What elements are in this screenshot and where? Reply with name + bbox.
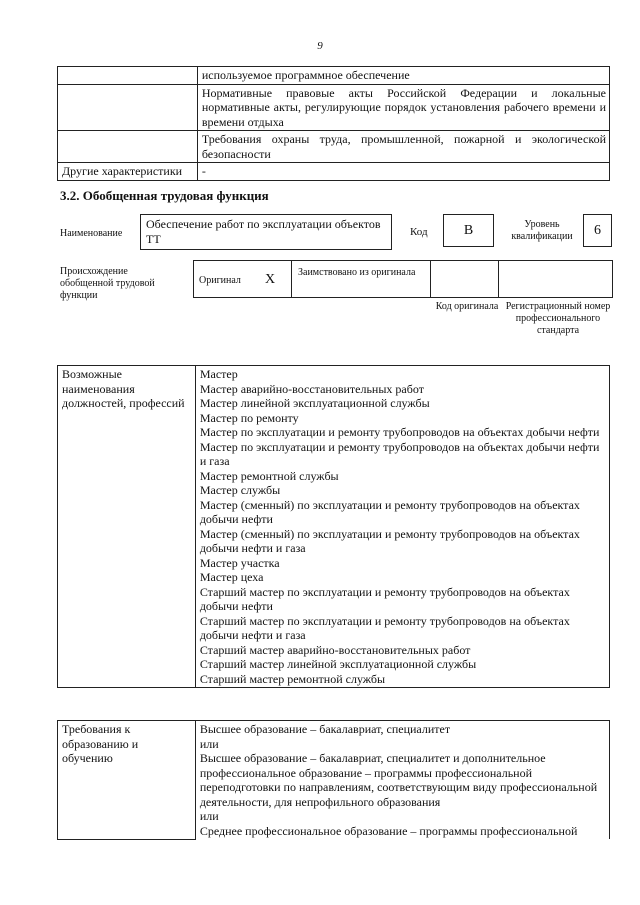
original-mark: X xyxy=(265,272,276,287)
divider xyxy=(498,261,499,297)
table-row xyxy=(58,84,610,131)
list-item: Мастер (сменный) по эксплуатации и ремонту трубопроводов на объектах добычи нефти xyxy=(199,497,580,526)
table-cell-label xyxy=(58,84,198,131)
code-caption: Код оригинала xyxy=(435,301,499,312)
table-cell-value: - xyxy=(197,163,609,181)
table-row xyxy=(58,67,610,85)
list-item: Высшее образование – бакалавриат, специалитет и дополнительное профессиональное образование – программы профессиональной переподготовки по направлениям, соответствующим виду профессиональной деятельности, для непрофильного образования xyxy=(199,751,598,809)
positions-list xyxy=(195,366,609,688)
list-item: или xyxy=(199,736,219,751)
education-table xyxy=(57,720,610,840)
list-item: Старший мастер линейной эксплуатационной службы xyxy=(199,657,477,671)
name-value-box xyxy=(140,214,392,250)
positions-label: Возможные наименования должностей, профессий xyxy=(58,366,196,688)
table-cell-label xyxy=(58,67,198,85)
level-value: 6 xyxy=(594,223,601,238)
list-item: Мастер по ремонту xyxy=(199,410,299,425)
code-label: Код xyxy=(410,226,428,238)
table-row xyxy=(58,131,610,163)
section-heading: 3.2. Обобщенная трудовая функция xyxy=(60,188,269,203)
list-item: или xyxy=(199,809,219,823)
divider xyxy=(291,261,292,297)
divider xyxy=(430,261,431,297)
original-label: Оригинал xyxy=(199,275,241,286)
name-value: Обеспечение работ по эксплуатации объектов ТТ xyxy=(146,217,381,246)
list-item: Старший мастер аварийно-восстановительных работ xyxy=(199,642,471,657)
level-label: Уровень квалификации xyxy=(511,219,573,242)
list-item: Мастер аварийно-восстановительных работ xyxy=(199,381,424,396)
list-item: Мастер цеха xyxy=(199,570,264,584)
table-row xyxy=(58,721,610,840)
characteristics-table xyxy=(57,66,610,181)
code-value-box xyxy=(443,214,494,247)
list-item: Высшее образование – бакалавриат, специалитет xyxy=(199,722,451,736)
list-item: Мастер участка xyxy=(199,555,280,570)
list-item: Мастер линейной эксплуатационной службы xyxy=(199,396,430,410)
table-cell-value: Требования охраны труда, промышленной, пожарной и экологической безопасности xyxy=(197,131,609,163)
code-value: B xyxy=(463,223,474,238)
origin-label: Происхождение обобщенной трудовой функции xyxy=(60,266,155,301)
list-item: Мастер ремонтной службы xyxy=(199,468,339,483)
list-item: Старший мастер ремонтной службы xyxy=(199,671,386,686)
level-value-box xyxy=(583,214,612,247)
table-cell-value: используемое программное обеспечение xyxy=(197,67,609,85)
table-row xyxy=(58,366,610,688)
education-label: Требования к образованию и обучению xyxy=(58,721,196,840)
name-label: Наименование xyxy=(60,228,123,239)
list-item: Старший мастер по эксплуатации и ремонту трубопроводов на объектах добычи нефти и газа xyxy=(199,613,570,642)
education-list xyxy=(195,721,609,840)
list-item: Мастер xyxy=(199,367,238,381)
list-item: Мастер по эксплуатации и ремонту трубопроводов на объектах добычи нефти и газа xyxy=(199,439,600,468)
list-item: Мастер по эксплуатации и ремонту трубопроводов на объектах добычи нефти xyxy=(199,425,600,439)
reg-caption: Регистрационный номер профессионального стандарта xyxy=(505,301,611,336)
list-item: Старший мастер по эксплуатации и ремонту трубопроводов на объектах добычи нефти xyxy=(199,584,570,613)
table-row xyxy=(58,163,610,181)
table-cell-value: Нормативные правовые акты Российской Федерации и локальные нормативные акты, регулирующие порядок установления рабочего времени и времени отдыха xyxy=(197,84,609,131)
list-item: Среднее профессиональное образование – программы профессиональной xyxy=(199,823,578,838)
table-cell-label: Другие характеристики xyxy=(58,163,198,181)
positions-table xyxy=(57,365,610,688)
page-number: 9 xyxy=(317,40,323,52)
list-item: Мастер службы xyxy=(199,483,281,497)
origin-grid xyxy=(193,260,613,298)
borrowed-label: Заимствовано из оригинала xyxy=(298,267,416,278)
list-item: Мастер (сменный) по эксплуатации и ремонту трубопроводов на объектах добычи нефти и газа xyxy=(199,526,580,555)
table-cell-label xyxy=(58,131,198,163)
